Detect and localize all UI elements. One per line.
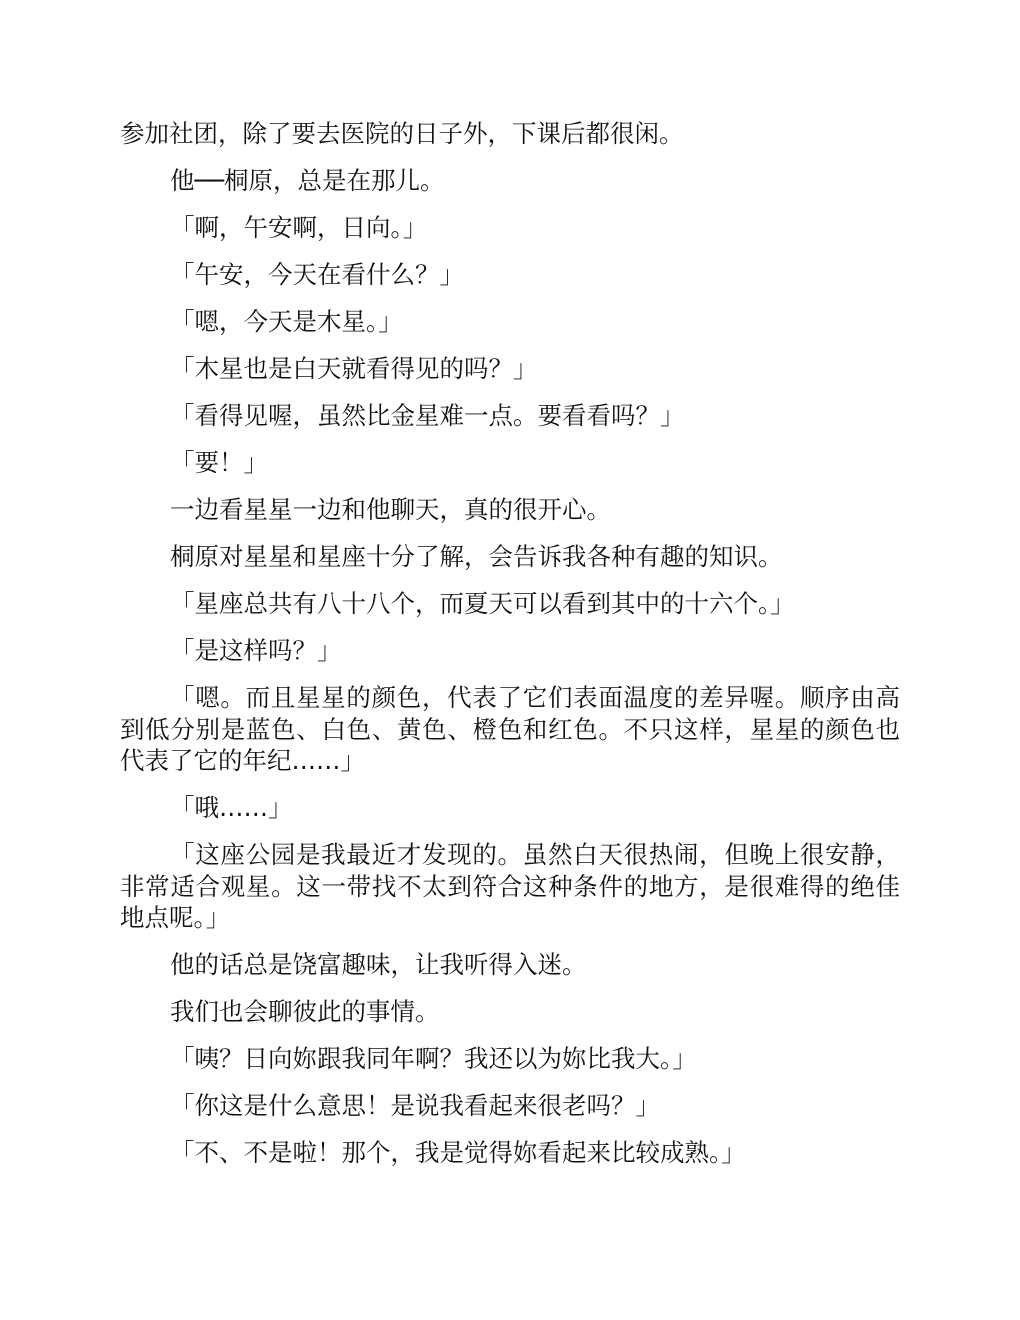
dialogue-line-8: 「要！」 <box>170 448 268 477</box>
paragraph-17: 我们也会聊彼此的事情。 <box>170 997 440 1026</box>
document-page <box>120 118 900 1184</box>
dialogue-line-15: 「这座公园是我最近才发现的。虽然白天很热闹，但晚上很安静，非常适合观星。这一带找不太到符合这种条件的地方，是很难得的绝佳地点呢。」 <box>120 840 900 932</box>
dialogue-line-11: 「星座总共有八十八个，而夏天可以看到其中的十六个。」 <box>170 589 795 618</box>
paragraph-1: 参加社团，除了要去医院的日子外，下课后都很闲。 <box>120 119 684 148</box>
dialogue-line-20: 「不、不是啦！那个，我是觉得妳看起来比较成熟。」 <box>170 1138 746 1167</box>
dialogue-line-14: 「哦……」 <box>170 793 293 822</box>
paragraph-2: 他──桐原，总是在那儿。 <box>170 166 445 195</box>
paragraph-9: 一边看星星一边和他聊天，真的很开心。 <box>170 495 611 524</box>
dialogue-line-18: 「咦？日向妳跟我同年啊？我还以为妳比我大。」 <box>170 1044 697 1073</box>
dialogue-line-4: 「午安，今天在看什么？」 <box>170 260 464 289</box>
dialogue-line-5: 「嗯，今天是木星。」 <box>170 307 403 336</box>
paragraph-10: 桐原对星星和星座十分了解，会告诉我各种有趣的知识。 <box>170 542 783 571</box>
dialogue-line-7: 「看得见喔，虽然比金星难一点。要看看吗？」 <box>170 401 685 430</box>
dialogue-line-12: 「是这样吗？」 <box>170 636 342 665</box>
dialogue-line-3: 「啊，午安啊，日向。」 <box>170 213 428 242</box>
paragraph-16: 他的话总是饶富趣味，让我听得入迷。 <box>170 950 587 979</box>
dialogue-line-6: 「木星也是白天就看得见的吗？」 <box>170 354 538 383</box>
dialogue-line-19: 「你这是什么意思！是说我看起来很老吗？」 <box>170 1091 660 1120</box>
dialogue-line-13: 「嗯。而且星星的颜色，代表了它们表面温度的差异喔。顺序由高到低分别是蓝色、白色、黄色、橙色和红色。不只这样，星星的颜色也代表了它的年纪……」 <box>120 683 900 775</box>
